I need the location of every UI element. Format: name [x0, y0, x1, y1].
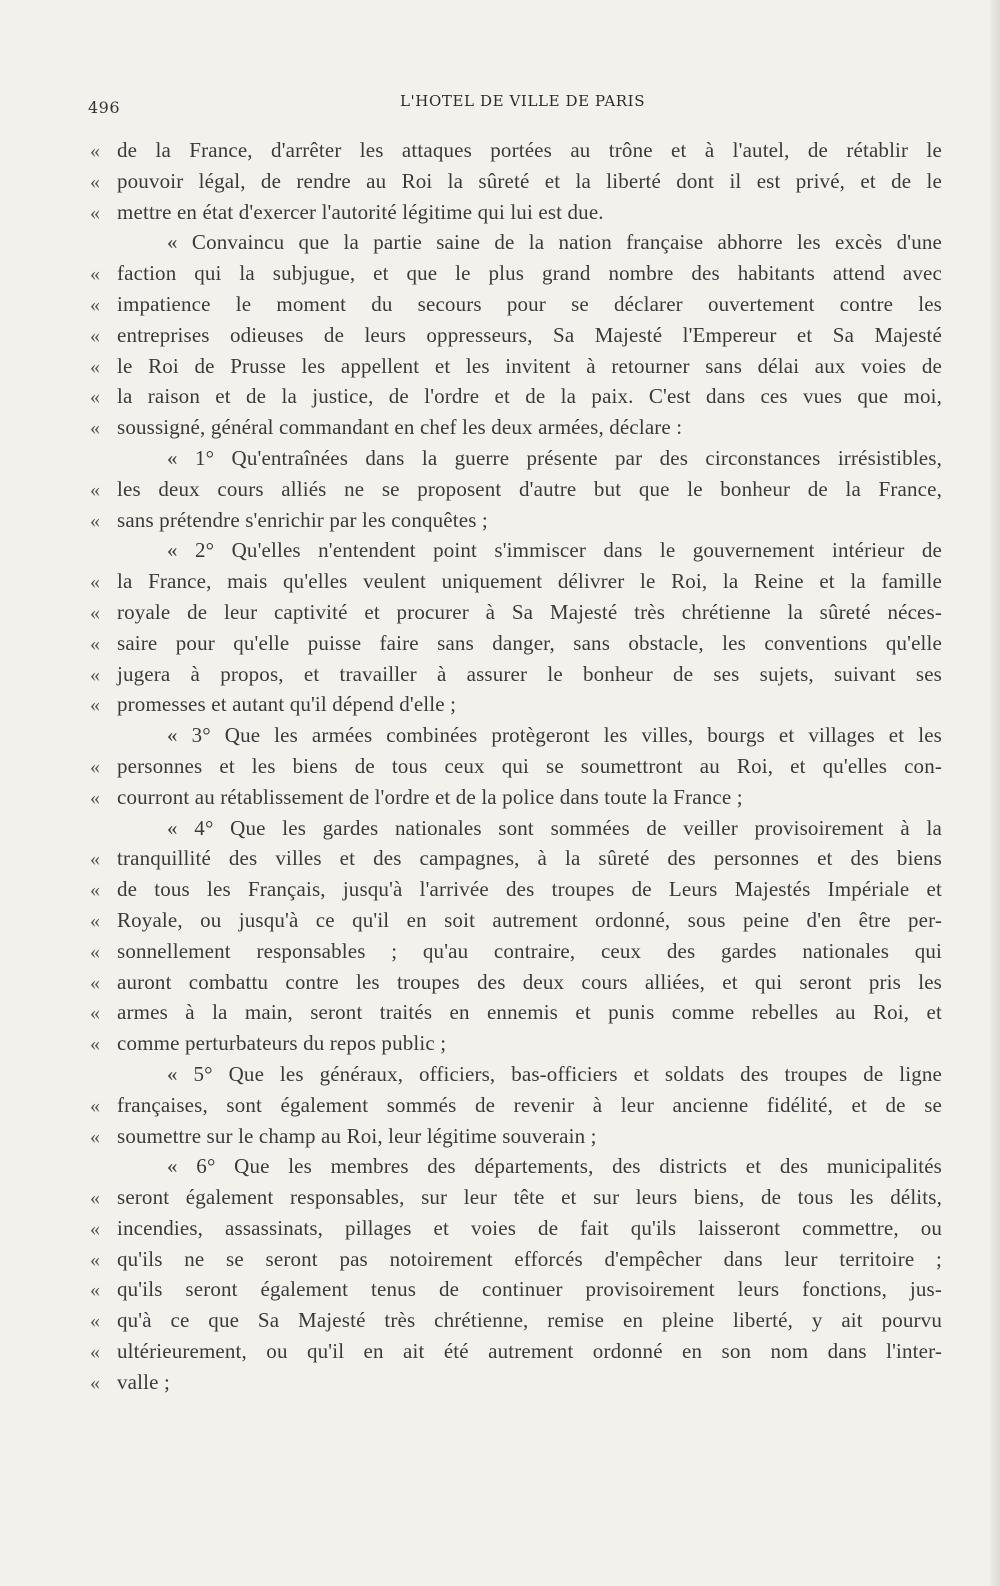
line-text: entreprises odieuses de leurs oppresseurs, Sa Majesté l'Empereur et Sa Majesté [117, 322, 942, 347]
guillemet-mark: « [90, 386, 100, 409]
line-text: courront au rétablissement de l'ordre et de la police dans toute la France ; [117, 784, 743, 809]
guillemet-mark: « [90, 1310, 100, 1333]
guillemet-mark: « [90, 478, 100, 501]
guillemet-mark: « [90, 1125, 100, 1148]
text-line [90, 1339, 942, 1370]
guillemet-mark: « [90, 140, 100, 162]
line-text: jugera à propos, et travailler à assurer le bonheur de ses sujets, suivant ses [117, 661, 942, 686]
text-line [90, 1308, 942, 1339]
guillemet-mark: « [90, 1341, 100, 1364]
line-text: qu'à ce que Sa Majesté très chrétienne, remise en pleine liberté, y ait pourvu [117, 1308, 942, 1333]
guillemet-mark: « [90, 786, 100, 809]
text-line [90, 662, 942, 693]
line-text: françaises, sont également sommés de revenir à leur ancienne fidélité, et de se [117, 1092, 942, 1117]
running-title: L'HOTEL DE VILLE DE PARIS [400, 92, 646, 110]
line-text: les deux cours alliés ne se proposent d'autre but que le bonheur de la France, [117, 476, 942, 501]
guillemet-mark: « [90, 263, 100, 286]
line-text: valle ; [117, 1369, 170, 1394]
guillemet-mark: « [90, 848, 100, 871]
text-line [90, 600, 942, 631]
text-line [90, 1031, 942, 1062]
line-text: tranquillité des villes et des campagnes, à la sûreté des personnes et des biens [117, 846, 942, 871]
line-text: Royale, ou jusqu'à ce qu'il en soit autrement ordonné, sous peine d'en être per- [117, 907, 942, 932]
line-text: saire pour qu'elle puisse faire sans danger, sans obstacle, les conventions qu'elle [117, 630, 942, 655]
text-line [90, 970, 942, 1001]
text-line [90, 477, 942, 508]
line-text: sans prétendre s'enrichir par les conquêtes ; [117, 507, 488, 532]
guillemet-mark: « [90, 909, 100, 932]
text-line [90, 631, 942, 662]
guillemet-mark: « [90, 1187, 100, 1210]
guillemet-mark: « [90, 663, 100, 686]
guillemet-mark: « [90, 509, 100, 532]
text-line [90, 446, 942, 477]
line-text: qu'ils seront également tenus de continuer provisoirement leurs fonctions, jus- [117, 1277, 942, 1302]
text-line [90, 1185, 942, 1216]
line-text: armes à la main, seront traités en ennemis et punis comme rebelles au Roi, et [117, 1000, 942, 1025]
text-line [90, 569, 942, 600]
guillemet-mark: « [90, 694, 100, 717]
guillemet-mark: « [90, 601, 100, 624]
guillemet-mark: « [90, 1217, 100, 1240]
line-text: sonnellement responsables ; qu'au contraire, ceux des gardes nationales qui [117, 938, 942, 963]
text-line [90, 292, 942, 323]
guillemet-mark: « [90, 971, 100, 994]
text-line [90, 138, 942, 169]
guillemet-mark: « [90, 1002, 100, 1025]
line-text: la raison et de la justice, de l'ordre et de la paix. C'est dans ces vues que moi, [117, 384, 942, 409]
line-text: mettre en état d'exercer l'autorité légitime qui lui est due. [117, 199, 604, 224]
line-text: de tous les Français, jusqu'à l'arrivée des troupes de Leurs Majestés Impériale et [117, 877, 942, 902]
line-text: comme perturbateurs du repos public ; [117, 1031, 447, 1056]
guillemet-mark: « [90, 170, 100, 193]
text-line [90, 384, 942, 415]
guillemet-mark: « [90, 201, 100, 224]
guillemet-mark: « [90, 755, 100, 778]
text-line [90, 846, 942, 877]
guillemet-mark: « [90, 355, 100, 378]
line-text: « 1° Qu'entraînées dans la guerre présente par des circonstances irrésistibles, [167, 445, 942, 470]
text-line [90, 508, 942, 539]
line-text: « Convaincu que la partie saine de la nation française abhorre les excès d'une [167, 230, 942, 255]
line-text: pouvoir légal, de rendre au Roi la sûreté et la liberté dont il est privé, et de le [117, 168, 942, 193]
line-text: incendies, assassinats, pillages et voies de fait qu'ils laisseront commettre, ou [117, 1215, 942, 1240]
text-line [90, 230, 942, 261]
text-line [90, 323, 942, 354]
text-line [90, 908, 942, 939]
line-text: soussigné, général commandant en chef les deux armées, déclare : [117, 415, 683, 440]
text-line [90, 415, 942, 446]
line-text: auront combattu contre les troupes des deux cours alliées, et qui seront pris les [117, 969, 942, 994]
guillemet-mark: « [90, 293, 100, 316]
line-text: « 6° Que les membres des départements, des districts et des municipalités [167, 1154, 942, 1179]
guillemet-mark: « [90, 1279, 100, 1302]
line-text: soumettre sur le champ au Roi, leur légitime souverain ; [117, 1123, 597, 1148]
guillemet-mark: « [90, 417, 100, 440]
body-text [90, 138, 942, 1401]
text-line [90, 169, 942, 200]
text-line [90, 1062, 942, 1093]
text-line [90, 1370, 942, 1401]
text-line [90, 785, 942, 816]
text-line [90, 1154, 942, 1185]
line-text: personnes et les biens de tous ceux qui se soumettront au Roi, et qu'elles con- [117, 753, 942, 778]
text-line [90, 816, 942, 847]
line-text: « 5° Que les généraux, officiers, bas-officiers et soldats des troupes de ligne [167, 1061, 942, 1086]
guillemet-mark: « [90, 571, 100, 594]
text-line [90, 754, 942, 785]
line-text: « 4° Que les gardes nationales sont sommées de veiller provisoirement à la [167, 815, 942, 840]
text-line [90, 1247, 942, 1278]
text-line [90, 692, 942, 723]
line-text: le Roi de Prusse les appellent et les invitent à retourner sans délai aux voies de [117, 353, 942, 378]
line-text: de la France, d'arrêter les attaques portées au trône et à l'autel, de rétablir le [117, 138, 942, 162]
line-text: « 3° Que les armées combinées protègeront les villes, bourgs et villages et les [167, 723, 942, 748]
guillemet-mark: « [90, 879, 100, 902]
line-text: qu'ils ne se seront pas notoirement efforcés d'empêcher dans leur territoire ; [117, 1246, 942, 1271]
line-text: la France, mais qu'elles veulent uniquement délivrer le Roi, la Reine et la famille [117, 569, 942, 594]
text-line [90, 1124, 942, 1155]
line-text: « 2° Qu'elles n'entendent point s'immiscer dans le gouvernement intérieur de [167, 538, 942, 563]
text-line [90, 877, 942, 908]
text-line [90, 1000, 942, 1031]
text-line [90, 723, 942, 754]
line-text: royale de leur captivité et procurer à Sa Majesté très chrétienne la sûreté néces- [117, 599, 942, 624]
guillemet-mark: « [90, 1248, 100, 1271]
text-line [90, 200, 942, 231]
line-text: ultérieurement, ou qu'il en ait été autrement ordonné en son nom dans l'inter- [117, 1339, 942, 1364]
page-number: 496 [88, 98, 121, 117]
text-line [90, 1277, 942, 1308]
text-line [90, 1093, 942, 1124]
line-text: impatience le moment du secours pour se déclarer ouvertement contre les [117, 291, 942, 316]
text-line [90, 939, 942, 970]
line-text: seront également responsables, sur leur tête et sur leurs biens, de tous les délits, [117, 1185, 942, 1210]
guillemet-mark: « [90, 940, 100, 963]
guillemet-mark: « [90, 324, 100, 347]
guillemet-mark: « [90, 1033, 100, 1056]
line-text: promesses et autant qu'il dépend d'elle ; [117, 692, 457, 717]
text-line [90, 354, 942, 385]
text-line [90, 538, 942, 569]
guillemet-mark: « [90, 1371, 100, 1394]
guillemet-mark: « [90, 632, 100, 655]
text-line [90, 261, 942, 292]
line-text: faction qui la subjugue, et que le plus grand nombre des habitants attend avec [117, 261, 942, 286]
page-gutter-shadow [990, 0, 1000, 1586]
guillemet-mark: « [90, 1094, 100, 1117]
text-line [90, 1216, 942, 1247]
